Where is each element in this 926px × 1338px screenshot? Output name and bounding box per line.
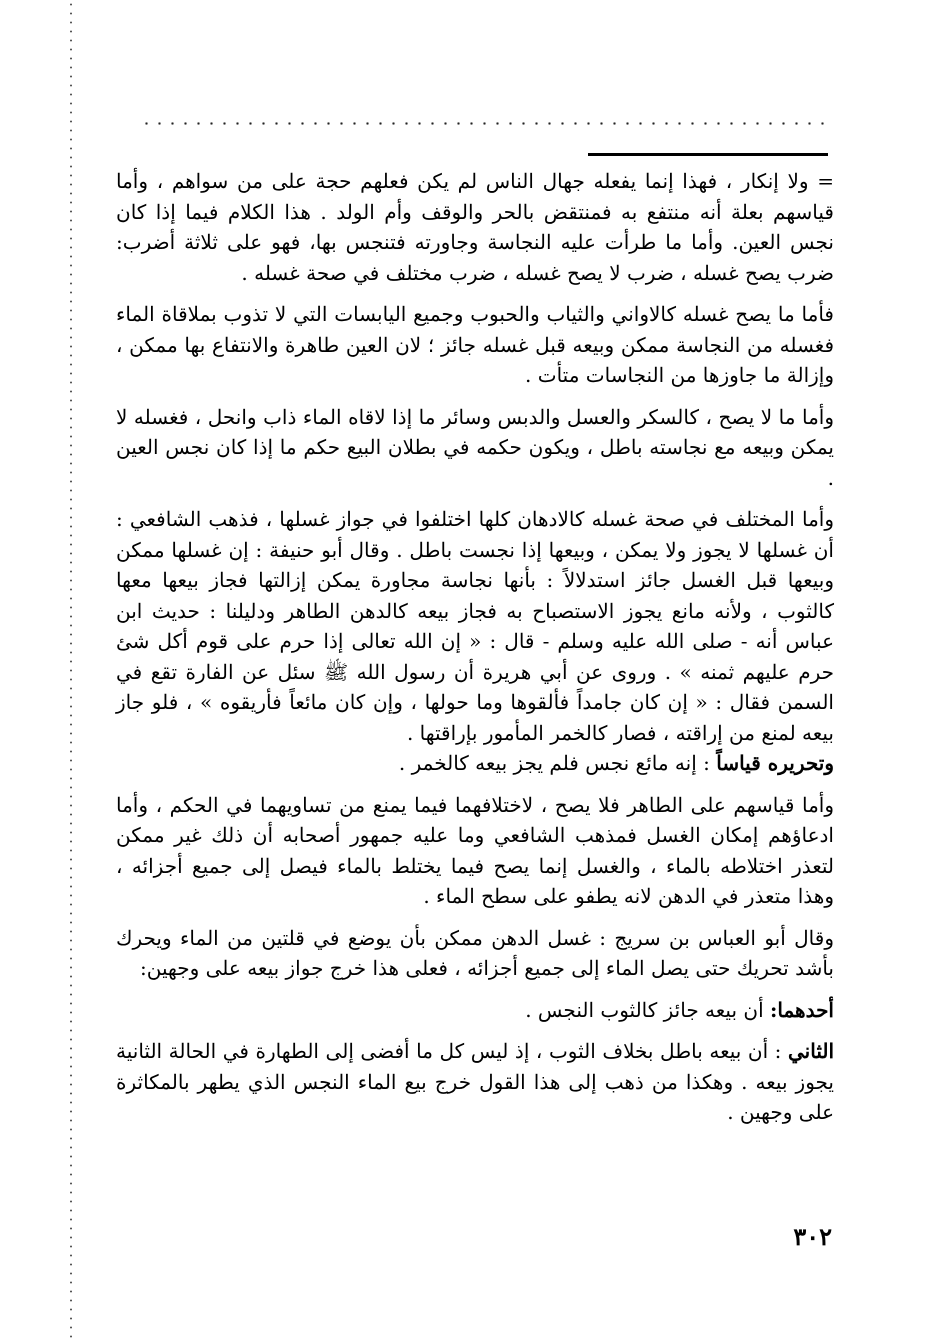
paragraph-text: وأما ما لا يصح ، كالسكر والعسل والدبس وسائر ما إذا لاقاه الماء ذاب وانحل ، فغسله لا يمكن وبيعه مع نجاسته باطل ، ويكون حكمه في بطلان البيع حكم ما إذا كان نجس العين . [116, 404, 834, 490]
paragraph-lead: وتحريره قياساً [716, 751, 834, 775]
paragraph-text: : إنه مائع نجس فلم يجز بيعه كالخمر . [398, 751, 717, 775]
paragraph-2 [116, 299, 834, 391]
page-body [116, 166, 834, 1139]
paragraph-1 [116, 166, 834, 288]
paragraph-8 [116, 995, 834, 1026]
header-dotted-line [140, 122, 830, 125]
paragraph-text: وأما قياسهم على الطاهر فلا يصح ، لاختلافهما فيما يمنع من تساويهما في الحكم ، وأما ادعاؤهم إمكان الغسل فمذهب الشافعي وما عليه جمهور أصحابه أن ذلك غير ممكن لتعذر اختلاطه بالماء ، والغسل إنما يصح فيما يختلط بالماء فيصل إلى جميع أجزائه ، وهذا متعذر في الدهن لانه يطفو على سطح الماء . [116, 792, 834, 908]
paragraph-lead: الثاني [787, 1039, 834, 1063]
paragraph-text: أن بيعه جائز كالثوب النجس . [525, 997, 770, 1022]
paragraph-3 [116, 402, 834, 494]
paragraph-6 [116, 790, 834, 912]
paragraph-text: = ولا إنكار ، فهذا إنما يفعله جهال الناس لم يكن فعلهم حجة على من سواهم ، وأما قياسهم بعلة أنه منتفع به فمنتقض بالحر والوقف وأم الولد . هذا الكلام فيما إذا كان نجس العين. وأما ما طرأت عليه النجاسة وجاورته فتنجس بها، فهو على ثلاثة أضرب: ضرب يصح غسله ، ضرب لا يصح غسله ، ضرب مختلف في صحة غسله . [116, 169, 834, 285]
paragraph-9 [116, 1036, 834, 1128]
scan-edge-dots [70, 0, 72, 1338]
paragraph-4 [116, 504, 834, 748]
paragraph-lead: أحدهما: [769, 997, 834, 1022]
paragraph-text: وقال أبو العباس بن سريج : غسل الدهن ممكن بأن يوضع في قلتين من الماء ويحرك بأشد تحريك حتى يصل الماء إلى جميع أجزائه ، فعلى هذا خرج جواز بيعه على وجهين: [116, 925, 834, 980]
page-number: ٣٠٢ [793, 1222, 832, 1251]
paragraph-text: فأما ما يصح غسله كالاواني والثياب والحبوب وجميع اليابسات التي لا تذوب بملاقاة الماء فغسله من النجاسة ممكن وبيعه قبل غسله جائز ؛ لان العين طاهرة والانتفاع بها ممكن ، وإزالة ما جاوزها من النجاسات متأت . [116, 302, 834, 387]
paragraph-7 [116, 923, 834, 984]
footnote-separator-rule [588, 153, 828, 156]
paragraph-text: : أن بيعه باطل بخلاف الثوب ، إذ ليس كل ما أفضى إلى الطهارة في الحالة الثانية يجوز بيعه . وهكذا من ذهب إلى هذا القول خرج بيع الماء النجس الذي يطهر بالمكاثرة على وجهين . [116, 1039, 835, 1124]
paragraph-text: وأما المختلف في صحة غسله كالادهان كلها اختلفوا في جواز غسلها ، فذهب الشافعي : أن غسلها لا يجوز ولا يمكن ، وبيعها إذا نجست باطل . وقال أبو حنيفة : إن غسلها ممكن وبيعها قبل الغسل جائز استدلالاً : بأنها نجاسة مجاورة يمكن إزالتها فجاز بيعها معها كالثوب ، ولأنه مانع يجوز الاستصباح به فجاز بيعه كالدهن الطاهر ودليلنا : حديث ابن عباس أنه - صلى الله عليه وسلم - قال : « إن الله تعالى إذا حرم على قوم أكل شئ حرم عليهم ثمنه » . وروى عن أبي هريرة أن رسول الله ﷺ سئل عن الفارة تقع في السمن فقال : « إن كان جامداً فألقوها وما حولها ، وإن كان مائعاً فأريقوه » ، فلو جاز بيعه لمنع من إراقته ، فصار كالخمر المأمور بإراقتها . [116, 507, 834, 745]
paragraph-5 [116, 748, 834, 779]
